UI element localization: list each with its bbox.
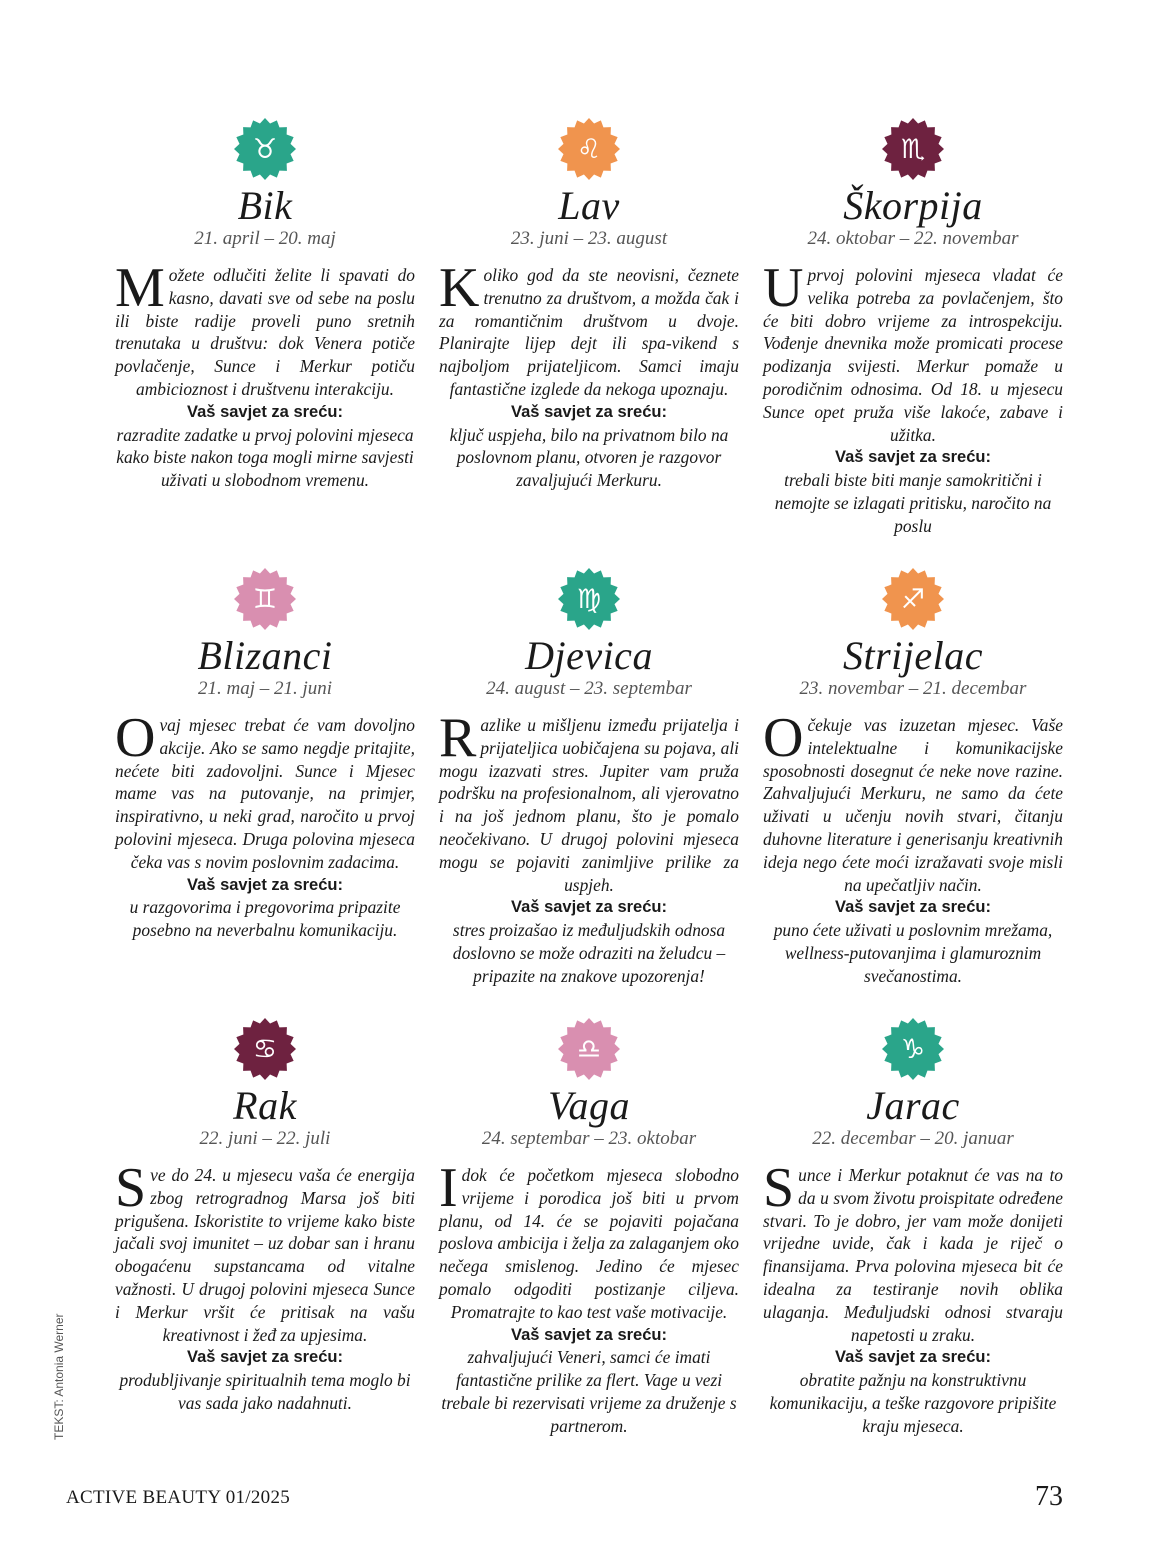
libra-badge-icon: ♎ [558,1018,620,1080]
tip-text: razradite zadatke u prvoj polovini mjeseca kako biste nakon toga mogli mirne savjesti uživati u slobodnom vremenu. [116,424,414,491]
gemini-badge-icon: ♊ [234,568,296,630]
tip-text: zahvaljujući Veneri, samci će imati fantastične prilike za flert. Vage u vezi trebale bi rezervisati vrijeme za druženje s partnerom. [441,1347,737,1436]
taurus-badge-icon: ♉ [234,118,296,180]
scorpio-badge-icon: ♏ [882,118,944,180]
tip-label: Vaš savjet za sreću: [511,898,667,917]
sign-dates: 24. oktobar – 22. novembar [807,228,1019,249]
sign-lav [424,118,754,492]
tip-text: puno ćete uživati u poslovnim mrežama, wellness-putovanjima i glamuroznim svečanostima. [773,920,1053,986]
tip-text: trebali biste biti manje samokritični i nemojte se izlagati pritisku, naročito na poslu [774,470,1052,536]
capricorn-badge-icon: ♑ [882,1018,944,1080]
sign-strijelac [748,568,1078,988]
tip-label: Vaš savjet za sreću: [835,448,991,467]
sign-name: Blizanci [197,633,333,678]
tip-text: obratite pažnju na konstruktivnu komunikaciju, a teške razgovore pripišite kraju mjeseca. [769,1370,1057,1436]
sign-text: Ovaj mjesec trebat će vam dovoljno akcije. Ako se samo negdje pritajite, nećete biti zadovoljni. Sunce i Mjesec mame vas na putovanje, na primjer, inspirativno, u neki grad, naročito u prvoj polovini mjeseca. Druga polovina mjeseca čeka vas s novim poslovnim zadacima. Vaš savjet za sreću: u razgovorima i pregovorima pripazite posebno na neverbalnu komunikaciju. [115,707,415,941]
sign-dates: 24. august – 23. septembar [486,678,692,699]
drop-cap: R [439,707,477,769]
virgo-badge-icon: ♍ [558,568,620,630]
drop-cap: K [439,257,480,319]
sagittarius-badge-icon: ♐ [882,568,944,630]
sign-dates: 21. maj – 21. juni [197,678,333,699]
cancer-badge-icon: ♋ [234,1018,296,1080]
sign-skorpija [748,118,1078,538]
sign-dates: 23. novembar – 21. decembar [799,678,1027,699]
sign-name: Rak [233,1083,297,1128]
sign-djevica [424,568,754,988]
sign-text: Sunce i Merkur potaknut će vas na to da u svom životu proispitate određene stvari. To je dobro, jer vam može donijeti vrijedne uvide, čak i kada je riječ o finansijama. Prva polovina mjeseca bit će idealna za testiranje novih oblika ulaganja. Međuljudski odnosi stvaraju napetosti u zraku. Vaš savjet za sreću: obratite pažnju na konstruktivnu komunikaciju, a teške razgovore pripišite kraju mjeseca. [763,1157,1063,1436]
sign-text: Koliko god da ste neovisni, čeznete trenutno za društvom, a možda čak i za romantičnim društvom u dvoje. Planirajte lijep dejt ili spa-vikend s najboljom prijateljicom. Samci imaju fantastične izglede da nekoga upoznaju. Vaš savjet za sreću: ključ uspjeha, bilo na privatnom bilo na poslovnom planu, otvoren je razgovor zavaljujući Merkuru. [439,257,739,491]
sign-name: Škorpija [843,183,983,228]
tip-text: stres proizašao iz međuljudskih odnosa doslovno se može odraziti na želudcu – pripazite na znakove upozorenja! [452,920,726,986]
sign-dates: 23. juni – 23. august [510,228,668,249]
sign-dates: 22. juni – 22. juli [199,1128,331,1149]
sign-text: Razlike u mišljenu između prijatelja i prijateljica uobičajena su pojava, ali mogu izazvati stres. Jupiter vam pruža podršku na profesionalnom, ali vjerovatno i na još jednom planu, što je pomalo neočekivano. U drugoj polovini mjeseca mogu se pojaviti zanimljive prilike za uspjeh. Vaš savjet za sreću: stres proizašao iz međuljudskih odnosa doslovno se može odraziti na želudcu – pripazite na znakove upozorenja! [439,707,739,986]
sign-text: Sve do 24. u mjesecu vaša će energija zbog retrogradnog Marsa još biti prigušena. Iskoristite to vrijeme kako biste jačali svoj imunitet – uz dobar san i hranu obogaćenu supstancama od vitalne važnosti. U drugoj polovini mjeseca Sunce i Merkur vršit će pritisak na vašu kreativnost i žeđ za upjesima. Vaš savjet za sreću: produbljivanje spiritualnih tema moglo bi vas sada jako nadahnuti. [115,1157,415,1413]
sign-name: Strijelac [842,633,984,678]
tip-text: u razgovorima i pregovorima pripazite posebno na neverbalnu komunikaciju. [129,897,401,941]
sign-name: Jarac [866,1083,960,1128]
drop-cap: U [763,257,804,319]
sign-name: Djevica [525,633,653,678]
sign-name: Lav [558,183,620,228]
sign-name: Bik [237,183,293,228]
tip-label: Vaš savjet za sreću: [187,875,343,894]
sign-rak [100,1018,430,1415]
tip-label: Vaš savjet za sreću: [835,898,991,917]
sign-name: Vaga [548,1083,630,1128]
tip-label: Vaš savjet za sreću: [187,402,343,421]
sign-blizanci [100,568,430,942]
sign-dates: 21. april – 20. maj [194,228,336,249]
drop-cap: S [115,1157,147,1219]
sign-jarac [748,1018,1078,1438]
tip-label: Vaš savjet za sreću: [187,1348,343,1367]
sign-bik [100,118,430,492]
author-credit: TEKST: Antonia Werner [52,1313,66,1440]
drop-cap: O [763,707,804,769]
leo-badge-icon: ♌ [558,118,620,180]
drop-cap: M [115,257,165,319]
sign-text: Možete odlučiti želite li spavati do kasno, davati sve od sebe na poslu ili biste radije proveli puno sretnih trenutaka u društvu: dok Venera potiče povlačenje, Sunce i Merkur potiču ambicioznost i društvenu interakciju. Vaš savjet za sreću: razradite zadatke u prvoj polovini mjeseca kako biste nakon toga mogli mirne savjesti uživati u slobodnom vremenu. [115,257,415,491]
magazine-issue: ACTIVE BEAUTY 01/2025 [66,1487,291,1508]
sign-dates: 24. septembar – 23. oktobar [481,1128,697,1149]
sign-text: I dok će početkom mjeseca slobodno vrijeme i porodica još biti u prvom planu, od 14. će se pojaviti pojačana poslova ambicija i želja za zalaganjem oko nečega smislenog. Jedino će mjesec pomalo odgoditi postizanje ciljeva. Promatrajte to kao test vaše motivacije. Vaš savjet za sreću: zahvaljujući Veneri, samci će imati fantastične prilike za flert. Vage u vezi trebale bi rezervisati vrijeme za druženje s partnerom. [439,1157,739,1436]
drop-cap: S [763,1157,795,1219]
page-number: 73 [1035,1481,1063,1512]
sign-text: U prvoj polovini mjeseca vladat će velika potreba za povlačenjem, što će biti dobro vrijeme za introspekciju. Vođenje dnevnika može promicati procese podizanja svijesti. Merkur pomaže u porodičnim odnosima. Od 18. u mjesecu Sunce opet pruža više lakoće, zabave i užitka. Vaš savjet za sreću: trebali biste biti manje samokritični i nemojte se izlagati pritisku, naročito na poslu [763,257,1063,536]
tip-label: Vaš savjet za sreću: [511,402,667,421]
tip-text: ključ uspjeha, bilo na privatnom bilo na poslovnom planu, otvoren je razgovor zavaljujući Merkuru. [449,424,729,491]
tip-label: Vaš savjet za sreću: [835,1348,991,1367]
drop-cap: I [439,1157,458,1219]
sign-vaga [424,1018,754,1438]
drop-cap: O [115,707,156,769]
sign-dates: 22. decembar – 20. januar [812,1128,1014,1149]
sign-text: Očekuje vas izuzetan mjesec. Vaše intelektualne i komunikacijske sposobnosti dosegnut će neke nove razine. Zahvaljujući Merkuru, ne samo da ćete uživati u učenju novih stvari, čitanju duhovne literature i generisanju kreativnih ideja nego ćete moći izražavati svoje misli na upečatljiv način. Vaš savjet za sreću: puno ćete uživati u poslovnim mrežama, wellness-putovanjima i glamuroznim svečanostima. [763,707,1063,986]
tip-text: produbljivanje spiritualnih tema moglo bi vas sada jako nadahnuti. [119,1370,411,1413]
tip-label: Vaš savjet za sreću: [511,1325,667,1344]
